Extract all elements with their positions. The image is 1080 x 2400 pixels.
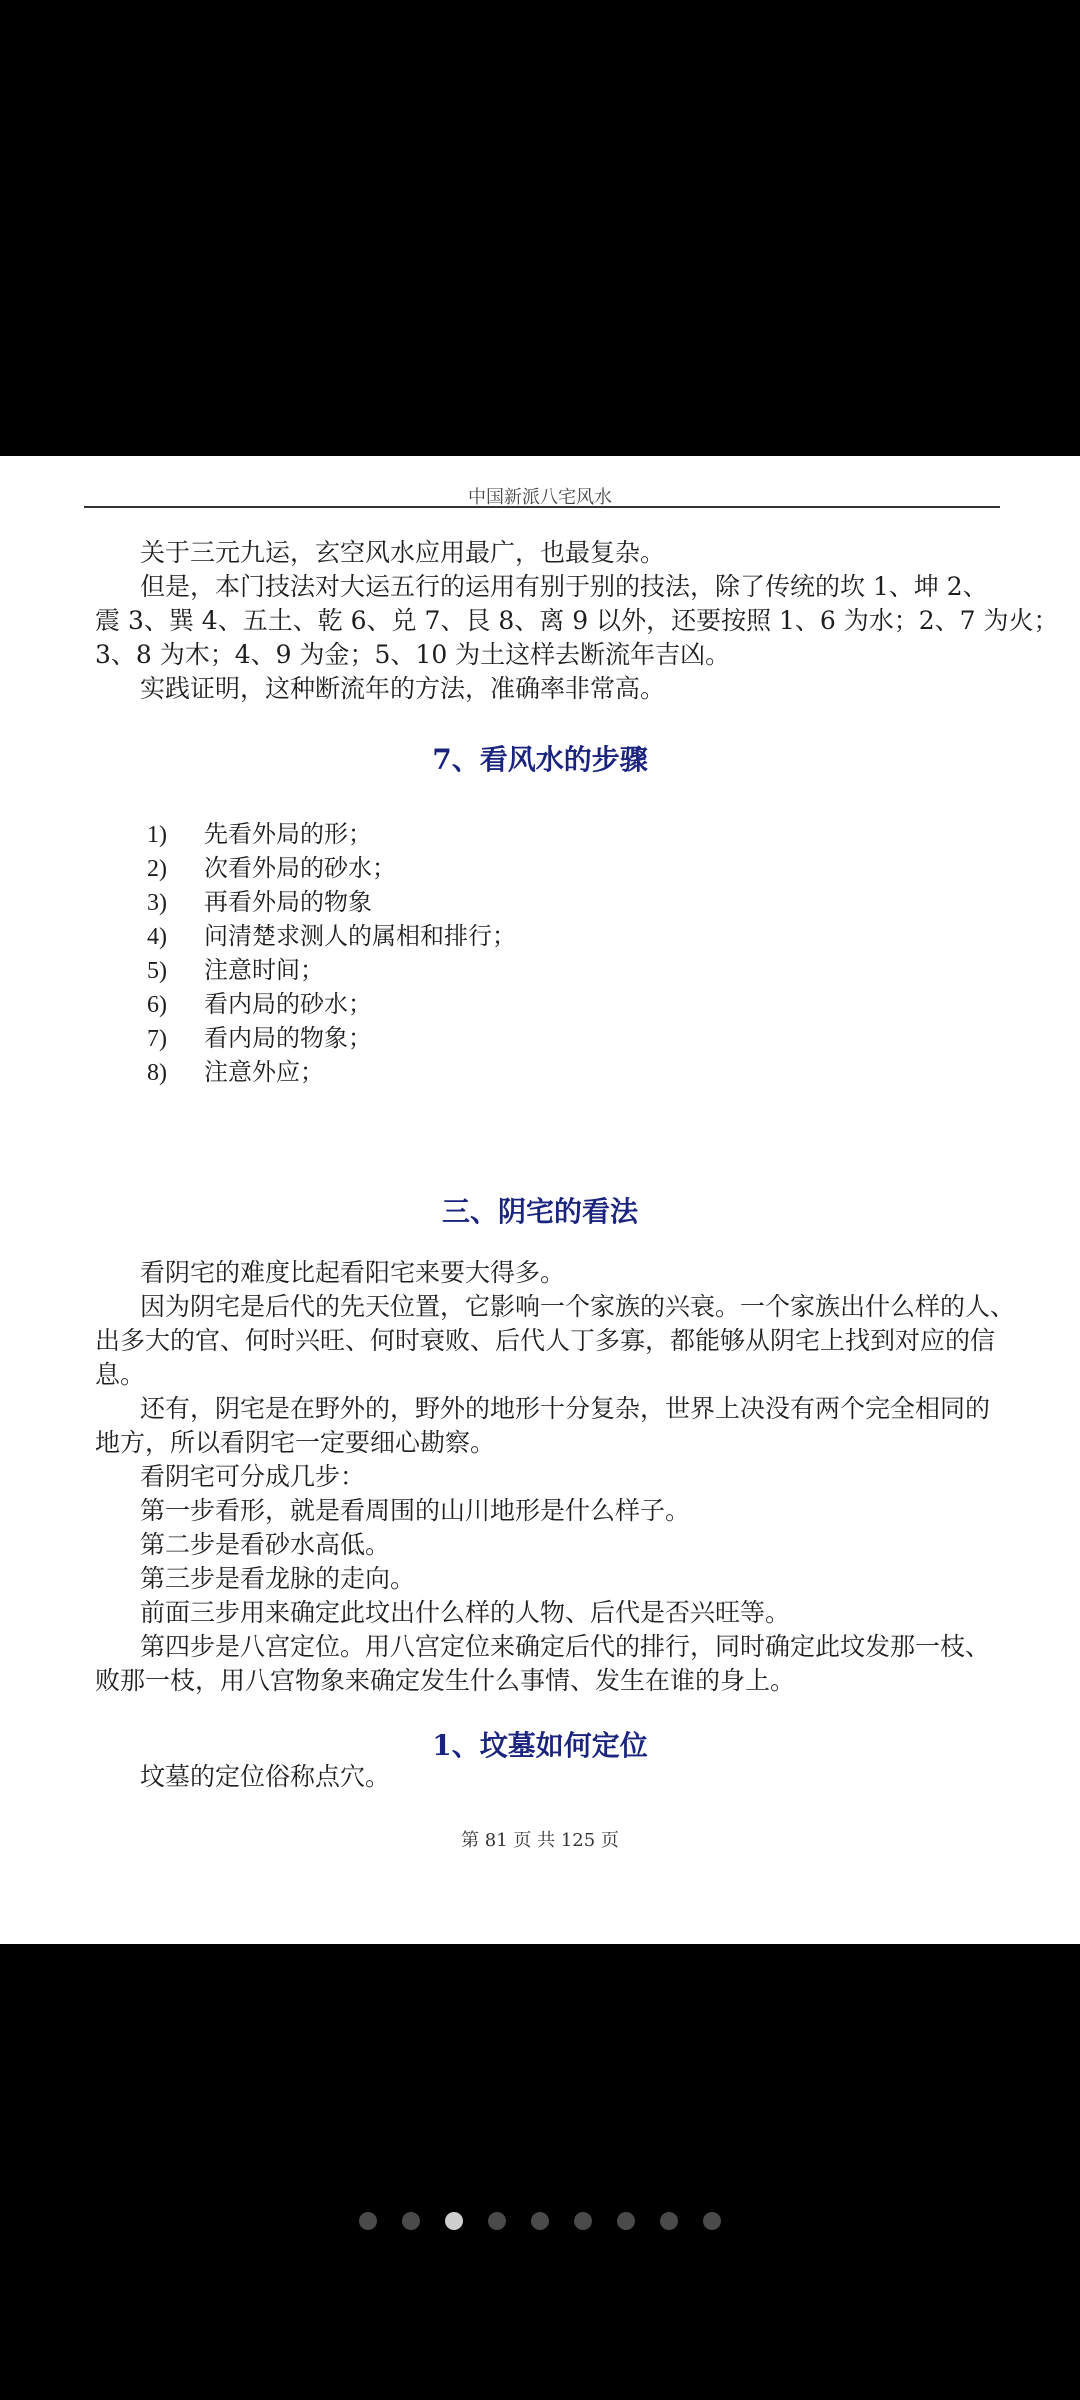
paragraph-line: 败那一枝，用八宫物象来确定发生什么事情、发生在谁的身上。 bbox=[95, 1666, 796, 1695]
paragraph-line: 第三步是看龙脉的走向。 bbox=[140, 1564, 416, 1593]
paragraph-line: 前面三步用来确定此坟出什么样的人物、后代是否兴旺等。 bbox=[140, 1598, 791, 1627]
list-text: 问清楚求测人的属相和排行； bbox=[204, 922, 516, 950]
page-dot[interactable] bbox=[703, 2212, 721, 2230]
paragraph-line: 坟墓的定位俗称点穴。 bbox=[140, 1762, 391, 1791]
page-dot-active[interactable] bbox=[445, 2212, 463, 2230]
paragraph-line: 实践证明，这种断流年的方法，准确率非常高。 bbox=[140, 674, 666, 703]
document-page[interactable] bbox=[0, 456, 1080, 1944]
list-number: 7) bbox=[147, 1026, 167, 1052]
running-header: 中国新派八宅风水 bbox=[468, 487, 612, 508]
paragraph-line: 3、8 为木；4、9 为金；5、10 为土这样去断流年吉凶。 bbox=[95, 640, 731, 669]
list-item bbox=[147, 953, 516, 987]
paragraph-line: 关于三元九运，玄空风水应用最广，也最复杂。 bbox=[140, 538, 666, 567]
list-text: 注意外应； bbox=[204, 1058, 324, 1086]
list-number: 4) bbox=[147, 924, 167, 950]
paragraph-line: 但是，本门技法对大运五行的运用有别于别的技法，除了传统的坎 1、坤 2、 bbox=[140, 572, 988, 601]
paragraph-line: 第一步看形，就是看周围的山川地形是什么样子。 bbox=[140, 1496, 691, 1525]
list-number: 1) bbox=[147, 822, 167, 848]
paragraph-line: 第四步是八宫定位。用八宫定位来确定后代的排行，同时确定此坟发那一枝、 bbox=[140, 1632, 991, 1661]
page-indicator[interactable] bbox=[359, 2212, 721, 2230]
list-item bbox=[147, 987, 516, 1021]
paragraph-line: 出多大的官、何时兴旺、何时衰败、后代人丁多寡，都能够从阴宅上找到对应的信 bbox=[95, 1326, 996, 1355]
paragraph-line: 还有，阴宅是在野外的，野外的地形十分复杂，世界上决没有两个完全相同的 bbox=[140, 1394, 991, 1423]
page-number-footer: 第 81 页 共 125 页 bbox=[461, 1830, 619, 1851]
page-dot[interactable] bbox=[359, 2212, 377, 2230]
list-text: 先看外局的形； bbox=[204, 820, 372, 848]
list-item bbox=[147, 851, 516, 885]
page-dot[interactable] bbox=[660, 2212, 678, 2230]
list-item bbox=[147, 1055, 516, 1089]
list-text: 看内局的砂水； bbox=[204, 990, 372, 1018]
list-item bbox=[147, 1021, 516, 1055]
paragraph-line: 震 3、巽 4、五土、乾 6、兑 7、艮 8、离 9 以外，还要按照 1、6 为水；2、7 为火； bbox=[95, 606, 1059, 635]
list-number: 5) bbox=[147, 958, 167, 984]
list-number: 3) bbox=[147, 890, 167, 916]
list-number: 6) bbox=[147, 992, 167, 1018]
list-text: 注意时间； bbox=[204, 956, 324, 984]
paragraph-line: 看阴宅可分成几步： bbox=[140, 1462, 366, 1491]
list-number: 2) bbox=[147, 856, 167, 882]
steps-list bbox=[147, 817, 516, 1089]
header-rule bbox=[84, 506, 1000, 508]
section-heading: 三、阴宅的看法 bbox=[441, 1195, 638, 1228]
list-item bbox=[147, 817, 516, 851]
paragraph-line: 地方，所以看阴宅一定要细心勘察。 bbox=[95, 1428, 496, 1457]
list-item bbox=[147, 885, 516, 919]
list-text: 再看外局的物象 bbox=[204, 888, 372, 916]
list-text: 看内局的物象； bbox=[204, 1024, 372, 1052]
page-dot[interactable] bbox=[617, 2212, 635, 2230]
paragraph-line: 第二步是看砂水高低。 bbox=[140, 1530, 391, 1559]
paragraph-line: 看阴宅的难度比起看阳宅来要大得多。 bbox=[140, 1258, 566, 1287]
page-dot[interactable] bbox=[488, 2212, 506, 2230]
page-dot[interactable] bbox=[402, 2212, 420, 2230]
page-dot[interactable] bbox=[531, 2212, 549, 2230]
subsection-heading: 1、坟墓如何定位 bbox=[432, 1729, 648, 1762]
list-number: 8) bbox=[147, 1060, 167, 1086]
list-item bbox=[147, 919, 516, 953]
list-text: 次看外局的砂水； bbox=[204, 854, 396, 882]
page-dot[interactable] bbox=[574, 2212, 592, 2230]
section-heading: 7、看风水的步骤 bbox=[432, 743, 648, 776]
paragraph-line: 因为阴宅是后代的先天位置，它影响一个家族的兴衰。一个家族出什么样的人、 bbox=[140, 1292, 1016, 1321]
paragraph-line: 息。 bbox=[95, 1360, 146, 1389]
